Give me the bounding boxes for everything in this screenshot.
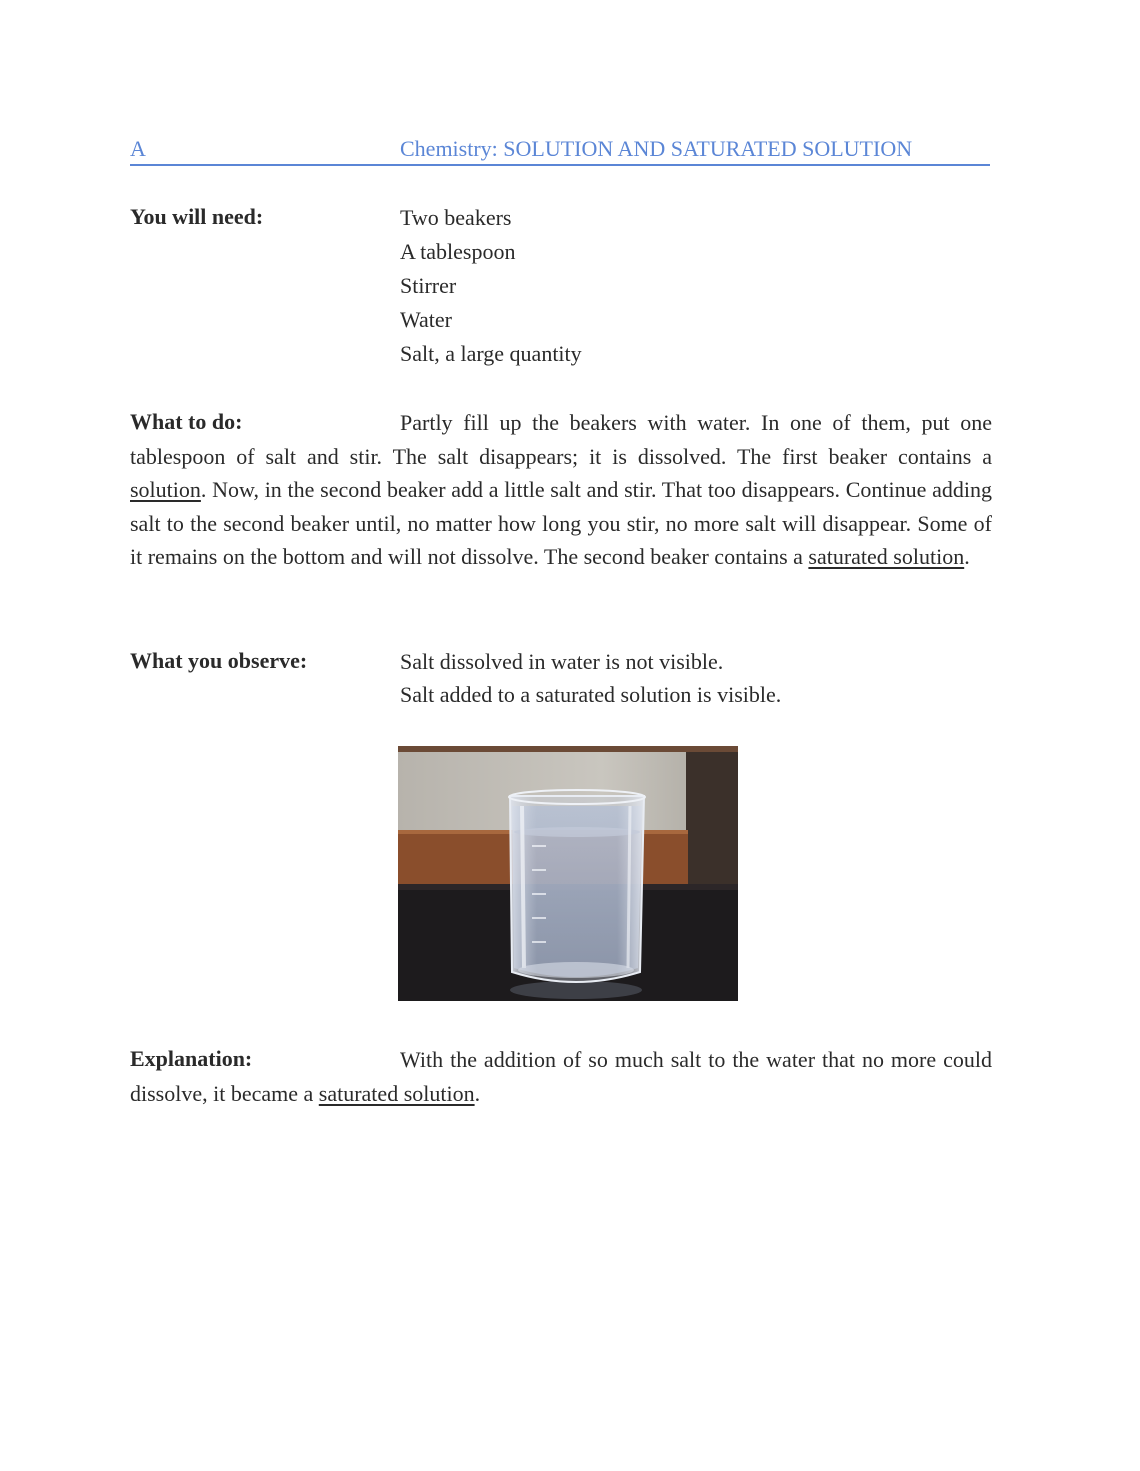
todo-text: . (964, 544, 970, 570)
observe-label: What you observe: (130, 648, 308, 673)
todo-text: Partly fill up the beakers with water. In one of them, put one tablespoon of salt and stir. The salt disappears; it is dissolved. The first beaker contains a (130, 410, 992, 469)
header-title: Chemistry: SOLUTION AND SATURATED SOLUTION (400, 136, 913, 161)
list-item: Salt, a large quantity (400, 341, 582, 366)
need-label: You will need: (130, 204, 264, 229)
beaker-photo (398, 746, 738, 1001)
todo-paragraph (130, 406, 992, 574)
term-solution: solution (130, 477, 201, 503)
term-saturated-solution: saturated solution (318, 1080, 475, 1106)
explanation-label: Explanation: (130, 1046, 253, 1071)
header-letter: A (130, 136, 146, 161)
list-item: Salt added to a saturated solution is visible. (400, 682, 782, 707)
list-item: Two beakers (400, 205, 512, 230)
list-item: A tablespoon (400, 239, 516, 264)
page-header (130, 136, 990, 166)
list-item: Water (400, 307, 452, 332)
explanation-text: With the addition of so much salt to the water that no more could dissolve, it became a (130, 1047, 992, 1106)
list-item: Salt dissolved in water is not visible. (400, 649, 724, 674)
materials-list (400, 204, 582, 374)
list-item: Stirrer (400, 273, 457, 298)
explanation-paragraph (130, 1043, 992, 1110)
todo-text: . Now, in the second beaker add a little salt and stir. That too disappears. Continue adding salt to the second beaker until, no matter how long you stir, no more salt will disappear. Some of it remains on the bottom and will not dissolve. The second beaker contains a (130, 477, 992, 570)
explanation-text: . (474, 1080, 481, 1106)
term-saturated-solution: saturated solution (808, 544, 965, 570)
beaker-image (398, 746, 738, 1001)
todo-label: What to do: (130, 409, 243, 434)
observation-list (400, 648, 781, 714)
